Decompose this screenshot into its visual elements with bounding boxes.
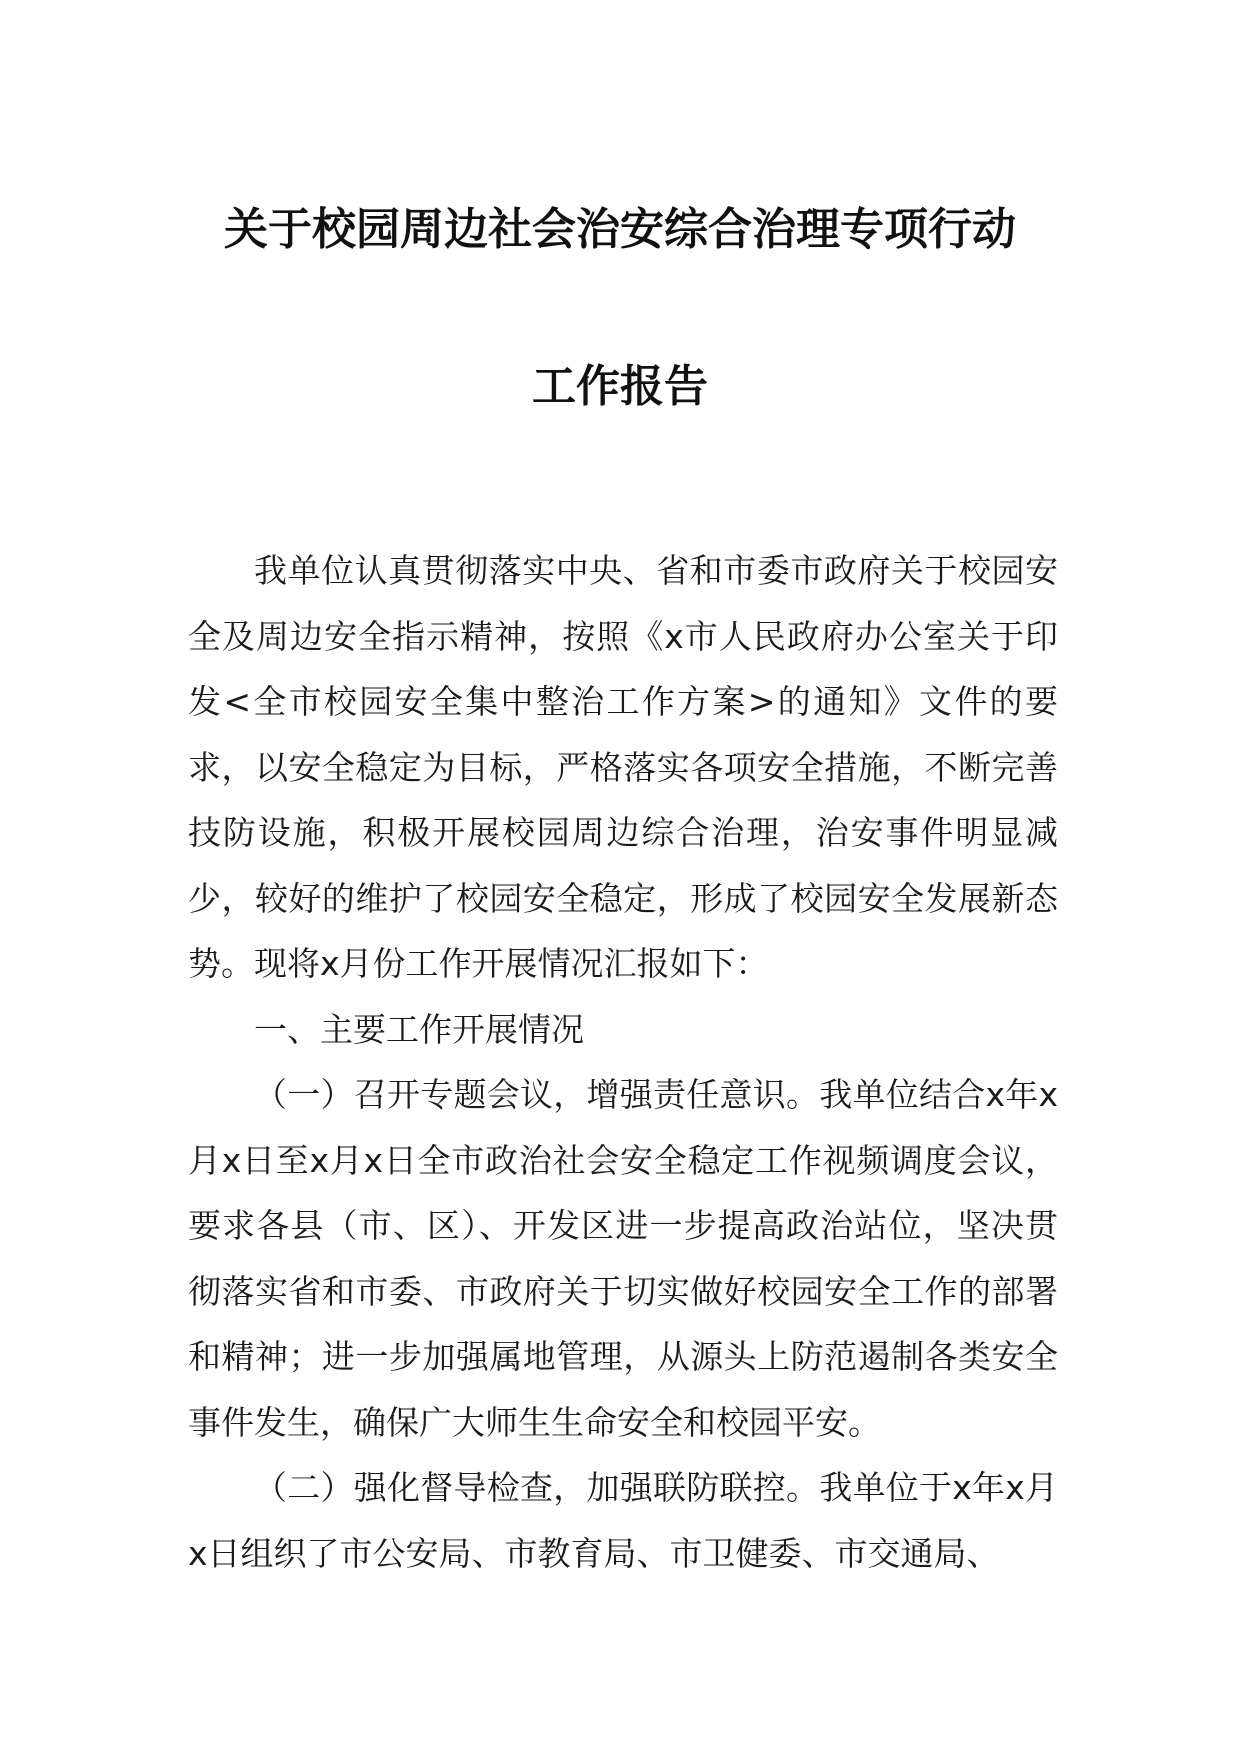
document-body bbox=[188, 538, 1058, 1586]
section-heading: 一、主要工作开展情况 bbox=[254, 1009, 584, 1049]
section-paragraph-1: （一）召开专题会议，增强责任意识。我单位结合x年x月x日至x月x日全市政治社会安全稳定工作视频调度会议，要求各县（市、区）、开发区进一步提高政治站位，坚决贯彻落实省和市委、市政府关于切实做好校园安全工作的部署和精神；进一步加强属地管理，从源头上防范遏制各类安全事件发生，确保广大师生生命安全和校园平安。 bbox=[188, 1075, 1058, 1442]
document-title-line-2: 工作报告 bbox=[532, 361, 708, 412]
document-title-line-1: 关于校园周边社会治安综合治理专项行动 bbox=[224, 204, 1016, 255]
section-paragraph-2: （二）强化督导检查，加强联防联控。我单位于x年x月x日组织了市公安局、市教育局、市卫健委、市交通局、 bbox=[188, 1468, 1058, 1573]
intro-paragraph: 我单位认真贯彻落实中央、省和市委市政府关于校园安全及周边安全指示精神，按照《x市人民政府办公室关于印发<全市校园安全集中整治工作方案>的通知》文件的要求，以安全稳定为目标，严格落实各项安全措施，不断完善技防设施，积极开展校园周边综合治理，治安事件明显减少，较好的维护了校园安全稳定，形成了校园安全发展新态势。现将x月份工作开展情况汇报如下： bbox=[188, 551, 1058, 983]
